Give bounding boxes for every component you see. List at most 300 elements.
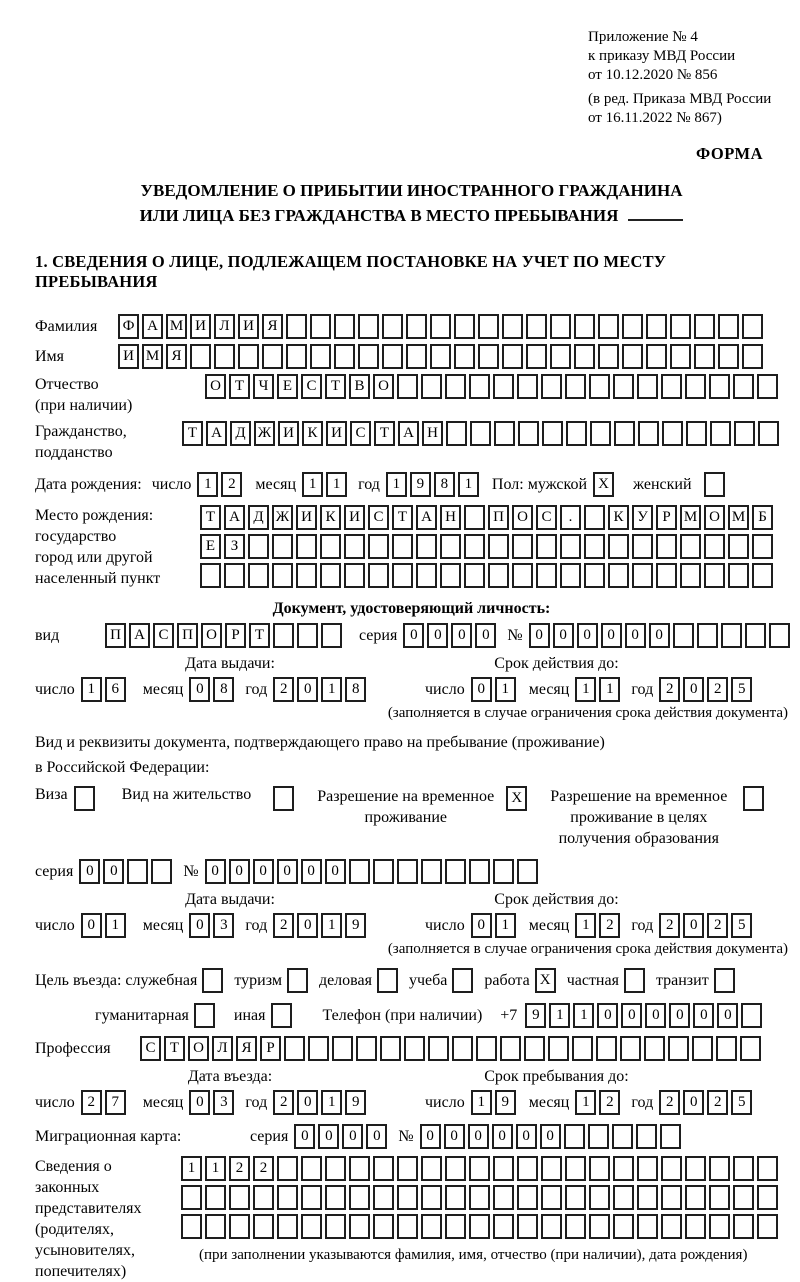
form-cell[interactable]: 1 xyxy=(471,1090,492,1115)
form-cell[interactable]: 1 xyxy=(575,913,596,938)
form-cell[interactable]: 0 xyxy=(79,859,100,884)
form-cell[interactable] xyxy=(740,1036,761,1061)
form-cell[interactable]: Р xyxy=(260,1036,281,1061)
form-cell[interactable] xyxy=(536,534,557,559)
form-cell[interactable]: Д xyxy=(248,505,269,530)
form-cell[interactable] xyxy=(421,859,442,884)
form-cell[interactable] xyxy=(721,623,742,648)
form-cell[interactable]: О xyxy=(512,505,533,530)
form-cell[interactable] xyxy=(349,859,370,884)
form-cell[interactable]: У xyxy=(632,505,653,530)
form-cell[interactable] xyxy=(541,1156,562,1181)
form-cell[interactable] xyxy=(373,1156,394,1181)
form-cell[interactable] xyxy=(205,1185,226,1210)
form-cell[interactable]: 0 xyxy=(621,1003,642,1028)
form-cell[interactable]: 0 xyxy=(325,859,346,884)
form-cell[interactable]: 2 xyxy=(273,677,294,702)
form-cell[interactable] xyxy=(646,314,667,339)
form-cell[interactable]: 0 xyxy=(297,913,318,938)
form-cell[interactable]: Н xyxy=(422,421,443,446)
form-cell[interactable] xyxy=(74,786,95,811)
form-cell[interactable] xyxy=(493,1156,514,1181)
form-cell[interactable]: 9 xyxy=(345,1090,366,1115)
form-cell[interactable]: Л xyxy=(212,1036,233,1061)
form-cell[interactable] xyxy=(406,344,427,369)
form-cell[interactable] xyxy=(636,1124,657,1149)
form-cell[interactable] xyxy=(526,344,547,369)
form-cell[interactable] xyxy=(517,1214,538,1239)
form-cell[interactable] xyxy=(733,1214,754,1239)
form-cell[interactable]: 2 xyxy=(253,1156,274,1181)
form-cell[interactable] xyxy=(728,534,749,559)
form-cell[interactable] xyxy=(550,344,571,369)
form-cell[interactable]: Т xyxy=(229,374,250,399)
form-cell[interactable]: 0 xyxy=(475,623,496,648)
form-cell[interactable]: И xyxy=(238,314,259,339)
form-cell[interactable]: П xyxy=(488,505,509,530)
form-cell[interactable]: 0 xyxy=(81,913,102,938)
form-cell[interactable] xyxy=(421,1156,442,1181)
form-cell[interactable] xyxy=(454,314,475,339)
form-cell[interactable]: З xyxy=(224,534,245,559)
form-cell[interactable] xyxy=(598,314,619,339)
form-cell[interactable]: Л xyxy=(214,314,235,339)
form-cell[interactable] xyxy=(716,1036,737,1061)
form-cell[interactable]: Ч xyxy=(253,374,274,399)
form-cell[interactable]: К xyxy=(608,505,629,530)
form-cell[interactable] xyxy=(697,623,718,648)
form-cell[interactable]: 1 xyxy=(205,1156,226,1181)
form-cell[interactable] xyxy=(685,374,706,399)
form-cell[interactable] xyxy=(613,1156,634,1181)
form-cell[interactable] xyxy=(584,534,605,559)
form-cell[interactable] xyxy=(127,859,148,884)
form-cell[interactable]: О xyxy=(201,623,222,648)
form-cell[interactable] xyxy=(301,1156,322,1181)
form-cell[interactable] xyxy=(680,563,701,588)
form-cell[interactable] xyxy=(589,1214,610,1239)
form-cell[interactable]: Т xyxy=(249,623,270,648)
form-cell[interactable] xyxy=(253,1185,274,1210)
form-cell[interactable] xyxy=(742,344,763,369)
form-cell[interactable]: 0 xyxy=(189,1090,210,1115)
form-cell[interactable]: 0 xyxy=(601,623,622,648)
form-cell[interactable] xyxy=(382,344,403,369)
form-cell[interactable] xyxy=(565,1214,586,1239)
form-cell[interactable]: 0 xyxy=(577,623,598,648)
form-cell[interactable]: 1 xyxy=(599,677,620,702)
form-cell[interactable] xyxy=(704,534,725,559)
form-cell[interactable]: 1 xyxy=(573,1003,594,1028)
form-cell[interactable] xyxy=(358,344,379,369)
form-cell[interactable] xyxy=(670,314,691,339)
form-cell[interactable]: 1 xyxy=(321,677,342,702)
form-cell[interactable] xyxy=(416,534,437,559)
form-cell[interactable] xyxy=(404,1036,425,1061)
form-cell[interactable] xyxy=(470,421,491,446)
form-cell[interactable] xyxy=(445,1156,466,1181)
form-cell[interactable] xyxy=(445,374,466,399)
form-cell[interactable] xyxy=(421,1214,442,1239)
form-cell[interactable] xyxy=(397,1214,418,1239)
form-cell[interactable]: 0 xyxy=(444,1124,465,1149)
form-cell[interactable]: Ж xyxy=(254,421,275,446)
form-cell[interactable] xyxy=(248,534,269,559)
form-cell[interactable] xyxy=(742,314,763,339)
form-cell[interactable]: 0 xyxy=(669,1003,690,1028)
form-cell[interactable]: С xyxy=(153,623,174,648)
form-cell[interactable]: А xyxy=(416,505,437,530)
form-cell[interactable] xyxy=(368,534,389,559)
form-cell[interactable] xyxy=(752,534,773,559)
form-cell[interactable] xyxy=(229,1214,250,1239)
form-cell[interactable] xyxy=(421,374,442,399)
form-cell[interactable]: И xyxy=(344,505,365,530)
form-cell[interactable]: 0 xyxy=(540,1124,561,1149)
form-cell[interactable] xyxy=(541,374,562,399)
form-cell[interactable] xyxy=(310,344,331,369)
form-cell[interactable]: 1 xyxy=(549,1003,570,1028)
form-cell[interactable] xyxy=(205,1214,226,1239)
form-cell[interactable] xyxy=(493,859,514,884)
form-cell[interactable]: 3 xyxy=(213,1090,234,1115)
form-cell[interactable]: 0 xyxy=(649,623,670,648)
form-cell[interactable]: М xyxy=(680,505,701,530)
form-cell[interactable] xyxy=(670,344,691,369)
form-cell[interactable]: X xyxy=(535,968,556,993)
form-cell[interactable] xyxy=(373,1214,394,1239)
form-cell[interactable]: 0 xyxy=(516,1124,537,1149)
form-cell[interactable] xyxy=(325,1214,346,1239)
form-cell[interactable] xyxy=(397,1185,418,1210)
form-cell[interactable]: 0 xyxy=(420,1124,441,1149)
form-cell[interactable]: Е xyxy=(277,374,298,399)
form-cell[interactable] xyxy=(502,314,523,339)
form-cell[interactable] xyxy=(301,1185,322,1210)
form-cell[interactable]: Т xyxy=(200,505,221,530)
form-cell[interactable] xyxy=(757,1156,778,1181)
form-cell[interactable] xyxy=(565,1156,586,1181)
form-cell[interactable]: О xyxy=(704,505,725,530)
form-cell[interactable] xyxy=(709,374,730,399)
form-cell[interactable] xyxy=(502,344,523,369)
form-cell[interactable] xyxy=(660,1124,681,1149)
form-cell[interactable] xyxy=(718,344,739,369)
form-cell[interactable] xyxy=(464,534,485,559)
form-cell[interactable] xyxy=(613,1185,634,1210)
form-cell[interactable] xyxy=(574,344,595,369)
form-cell[interactable]: 0 xyxy=(297,1090,318,1115)
form-cell[interactable]: 8 xyxy=(345,677,366,702)
form-cell[interactable]: 0 xyxy=(318,1124,339,1149)
form-cell[interactable] xyxy=(272,563,293,588)
form-cell[interactable]: А xyxy=(142,314,163,339)
form-cell[interactable] xyxy=(564,1124,585,1149)
form-cell[interactable] xyxy=(644,1036,665,1061)
form-cell[interactable] xyxy=(685,1214,706,1239)
form-cell[interactable]: 0 xyxy=(403,623,424,648)
form-cell[interactable] xyxy=(512,563,533,588)
form-cell[interactable] xyxy=(584,505,605,530)
form-cell[interactable] xyxy=(493,374,514,399)
form-cell[interactable] xyxy=(709,1214,730,1239)
form-cell[interactable] xyxy=(565,1185,586,1210)
form-cell[interactable] xyxy=(596,1036,617,1061)
form-cell[interactable]: В xyxy=(349,374,370,399)
form-cell[interactable] xyxy=(349,1156,370,1181)
form-cell[interactable] xyxy=(637,1214,658,1239)
form-cell[interactable] xyxy=(446,421,467,446)
form-cell[interactable]: 2 xyxy=(659,1090,680,1115)
form-cell[interactable]: Т xyxy=(182,421,203,446)
form-cell[interactable] xyxy=(560,563,581,588)
form-cell[interactable] xyxy=(598,344,619,369)
form-cell[interactable]: 0 xyxy=(229,859,250,884)
form-cell[interactable] xyxy=(488,534,509,559)
form-cell[interactable]: 2 xyxy=(659,677,680,702)
form-cell[interactable]: 1 xyxy=(495,913,516,938)
form-cell[interactable] xyxy=(574,314,595,339)
form-cell[interactable]: 1 xyxy=(302,472,323,497)
form-cell[interactable]: 6 xyxy=(105,677,126,702)
form-cell[interactable] xyxy=(406,314,427,339)
form-cell[interactable]: 0 xyxy=(301,859,322,884)
form-cell[interactable] xyxy=(709,1156,730,1181)
form-cell[interactable] xyxy=(680,534,701,559)
form-cell[interactable]: 2 xyxy=(707,1090,728,1115)
form-cell[interactable] xyxy=(445,1185,466,1210)
form-cell[interactable] xyxy=(548,1036,569,1061)
form-cell[interactable] xyxy=(613,374,634,399)
form-cell[interactable]: 0 xyxy=(492,1124,513,1149)
form-cell[interactable]: 1 xyxy=(321,913,342,938)
form-cell[interactable] xyxy=(624,968,645,993)
form-cell[interactable] xyxy=(464,505,485,530)
form-cell[interactable] xyxy=(565,374,586,399)
form-cell[interactable] xyxy=(373,859,394,884)
form-cell[interactable] xyxy=(286,344,307,369)
form-cell[interactable] xyxy=(656,563,677,588)
form-cell[interactable]: 0 xyxy=(189,677,210,702)
form-cell[interactable]: 0 xyxy=(294,1124,315,1149)
form-cell[interactable] xyxy=(572,1036,593,1061)
form-cell[interactable] xyxy=(494,421,515,446)
form-cell[interactable] xyxy=(320,534,341,559)
form-cell[interactable]: О xyxy=(373,374,394,399)
form-cell[interactable] xyxy=(661,374,682,399)
form-cell[interactable] xyxy=(710,421,731,446)
form-cell[interactable]: 0 xyxy=(683,913,704,938)
form-cell[interactable] xyxy=(541,1214,562,1239)
form-cell[interactable]: Р xyxy=(225,623,246,648)
form-cell[interactable]: 0 xyxy=(625,623,646,648)
form-cell[interactable] xyxy=(454,344,475,369)
form-cell[interactable] xyxy=(190,344,211,369)
form-cell[interactable]: М xyxy=(728,505,749,530)
form-cell[interactable] xyxy=(416,563,437,588)
form-cell[interactable]: Ф xyxy=(118,314,139,339)
form-cell[interactable] xyxy=(741,1003,762,1028)
form-cell[interactable]: 0 xyxy=(451,623,472,648)
form-cell[interactable]: 0 xyxy=(471,913,492,938)
form-cell[interactable]: 2 xyxy=(599,913,620,938)
form-cell[interactable] xyxy=(734,421,755,446)
form-cell[interactable] xyxy=(332,1036,353,1061)
form-cell[interactable] xyxy=(517,859,538,884)
form-cell[interactable] xyxy=(358,314,379,339)
form-cell[interactable] xyxy=(757,374,778,399)
form-cell[interactable]: 2 xyxy=(221,472,242,497)
form-cell[interactable] xyxy=(224,563,245,588)
form-cell[interactable] xyxy=(248,563,269,588)
form-cell[interactable] xyxy=(277,1185,298,1210)
form-cell[interactable] xyxy=(382,314,403,339)
form-cell[interactable] xyxy=(745,623,766,648)
form-cell[interactable] xyxy=(356,1036,377,1061)
form-cell[interactable] xyxy=(588,1124,609,1149)
form-cell[interactable]: 9 xyxy=(525,1003,546,1028)
form-cell[interactable] xyxy=(646,344,667,369)
form-cell[interactable]: Д xyxy=(230,421,251,446)
form-cell[interactable] xyxy=(613,1214,634,1239)
form-cell[interactable]: 0 xyxy=(645,1003,666,1028)
form-cell[interactable] xyxy=(469,859,490,884)
form-cell[interactable] xyxy=(685,1185,706,1210)
form-cell[interactable] xyxy=(590,421,611,446)
form-cell[interactable] xyxy=(694,344,715,369)
form-cell[interactable] xyxy=(517,1156,538,1181)
form-cell[interactable] xyxy=(349,1214,370,1239)
form-cell[interactable]: 1 xyxy=(458,472,479,497)
form-cell[interactable]: 5 xyxy=(731,677,752,702)
form-cell[interactable] xyxy=(536,563,557,588)
form-cell[interactable] xyxy=(377,968,398,993)
form-cell[interactable]: 1 xyxy=(386,472,407,497)
form-cell[interactable]: 0 xyxy=(103,859,124,884)
form-cell[interactable] xyxy=(589,374,610,399)
form-cell[interactable] xyxy=(277,1214,298,1239)
form-cell[interactable]: Т xyxy=(392,505,413,530)
form-cell[interactable] xyxy=(373,1185,394,1210)
form-cell[interactable] xyxy=(614,421,635,446)
form-cell[interactable]: А xyxy=(224,505,245,530)
form-cell[interactable]: 0 xyxy=(529,623,550,648)
form-cell[interactable]: 0 xyxy=(717,1003,738,1028)
form-cell[interactable]: 5 xyxy=(731,1090,752,1115)
form-cell[interactable]: 3 xyxy=(213,913,234,938)
form-cell[interactable]: Я xyxy=(166,344,187,369)
form-cell[interactable]: И xyxy=(118,344,139,369)
form-cell[interactable] xyxy=(194,1003,215,1028)
form-cell[interactable] xyxy=(344,563,365,588)
form-cell[interactable] xyxy=(277,1156,298,1181)
form-cell[interactable]: 1 xyxy=(197,472,218,497)
form-cell[interactable] xyxy=(308,1036,329,1061)
form-cell[interactable]: К xyxy=(302,421,323,446)
form-cell[interactable]: Ж xyxy=(272,505,293,530)
form-cell[interactable] xyxy=(469,1185,490,1210)
form-cell[interactable]: А xyxy=(206,421,227,446)
form-cell[interactable] xyxy=(517,374,538,399)
form-cell[interactable] xyxy=(686,421,707,446)
form-cell[interactable] xyxy=(440,534,461,559)
form-cell[interactable]: 1 xyxy=(81,677,102,702)
form-cell[interactable] xyxy=(200,563,221,588)
form-cell[interactable]: И xyxy=(326,421,347,446)
form-cell[interactable]: 0 xyxy=(366,1124,387,1149)
form-cell[interactable] xyxy=(752,563,773,588)
form-cell[interactable] xyxy=(518,421,539,446)
form-cell[interactable]: П xyxy=(177,623,198,648)
form-cell[interactable] xyxy=(469,1214,490,1239)
form-cell[interactable] xyxy=(685,1156,706,1181)
form-cell[interactable] xyxy=(469,1156,490,1181)
form-cell[interactable]: И xyxy=(296,505,317,530)
form-cell[interactable]: Т xyxy=(374,421,395,446)
form-cell[interactable]: 0 xyxy=(683,1090,704,1115)
form-cell[interactable] xyxy=(202,968,223,993)
form-cell[interactable] xyxy=(517,1185,538,1210)
form-cell[interactable] xyxy=(743,786,764,811)
form-cell[interactable] xyxy=(758,421,779,446)
form-cell[interactable] xyxy=(380,1036,401,1061)
form-cell[interactable]: И xyxy=(278,421,299,446)
form-cell[interactable] xyxy=(272,534,293,559)
form-cell[interactable] xyxy=(238,344,259,369)
form-cell[interactable]: 8 xyxy=(213,677,234,702)
form-cell[interactable] xyxy=(632,563,653,588)
form-cell[interactable] xyxy=(733,374,754,399)
form-cell[interactable]: И xyxy=(190,314,211,339)
form-cell[interactable] xyxy=(714,968,735,993)
form-cell[interactable] xyxy=(488,563,509,588)
form-cell[interactable]: 1 xyxy=(495,677,516,702)
form-cell[interactable] xyxy=(214,344,235,369)
form-cell[interactable] xyxy=(493,1185,514,1210)
form-cell[interactable] xyxy=(452,968,473,993)
form-cell[interactable] xyxy=(757,1214,778,1239)
form-cell[interactable] xyxy=(622,344,643,369)
form-cell[interactable] xyxy=(151,859,172,884)
form-cell[interactable]: О xyxy=(205,374,226,399)
form-cell[interactable] xyxy=(620,1036,641,1061)
form-cell[interactable]: 0 xyxy=(427,623,448,648)
form-cell[interactable] xyxy=(542,421,563,446)
form-cell[interactable] xyxy=(608,534,629,559)
form-cell[interactable] xyxy=(273,786,294,811)
form-cell[interactable]: 1 xyxy=(321,1090,342,1115)
form-cell[interactable]: 0 xyxy=(253,859,274,884)
form-cell[interactable] xyxy=(769,623,790,648)
form-cell[interactable] xyxy=(284,1036,305,1061)
form-cell[interactable] xyxy=(622,314,643,339)
form-cell[interactable] xyxy=(673,623,694,648)
form-cell[interactable] xyxy=(493,1214,514,1239)
form-cell[interactable]: Е xyxy=(200,534,221,559)
form-cell[interactable]: С xyxy=(301,374,322,399)
form-cell[interactable]: 0 xyxy=(553,623,574,648)
form-cell[interactable] xyxy=(325,1156,346,1181)
form-cell[interactable]: Я xyxy=(262,314,283,339)
form-cell[interactable] xyxy=(500,1036,521,1061)
form-cell[interactable] xyxy=(656,534,677,559)
form-cell[interactable]: 1 xyxy=(575,1090,596,1115)
form-cell[interactable] xyxy=(287,968,308,993)
form-cell[interactable]: 2 xyxy=(707,677,728,702)
form-cell[interactable]: 0 xyxy=(189,913,210,938)
form-cell[interactable]: X xyxy=(506,786,527,811)
form-cell[interactable]: 2 xyxy=(273,1090,294,1115)
